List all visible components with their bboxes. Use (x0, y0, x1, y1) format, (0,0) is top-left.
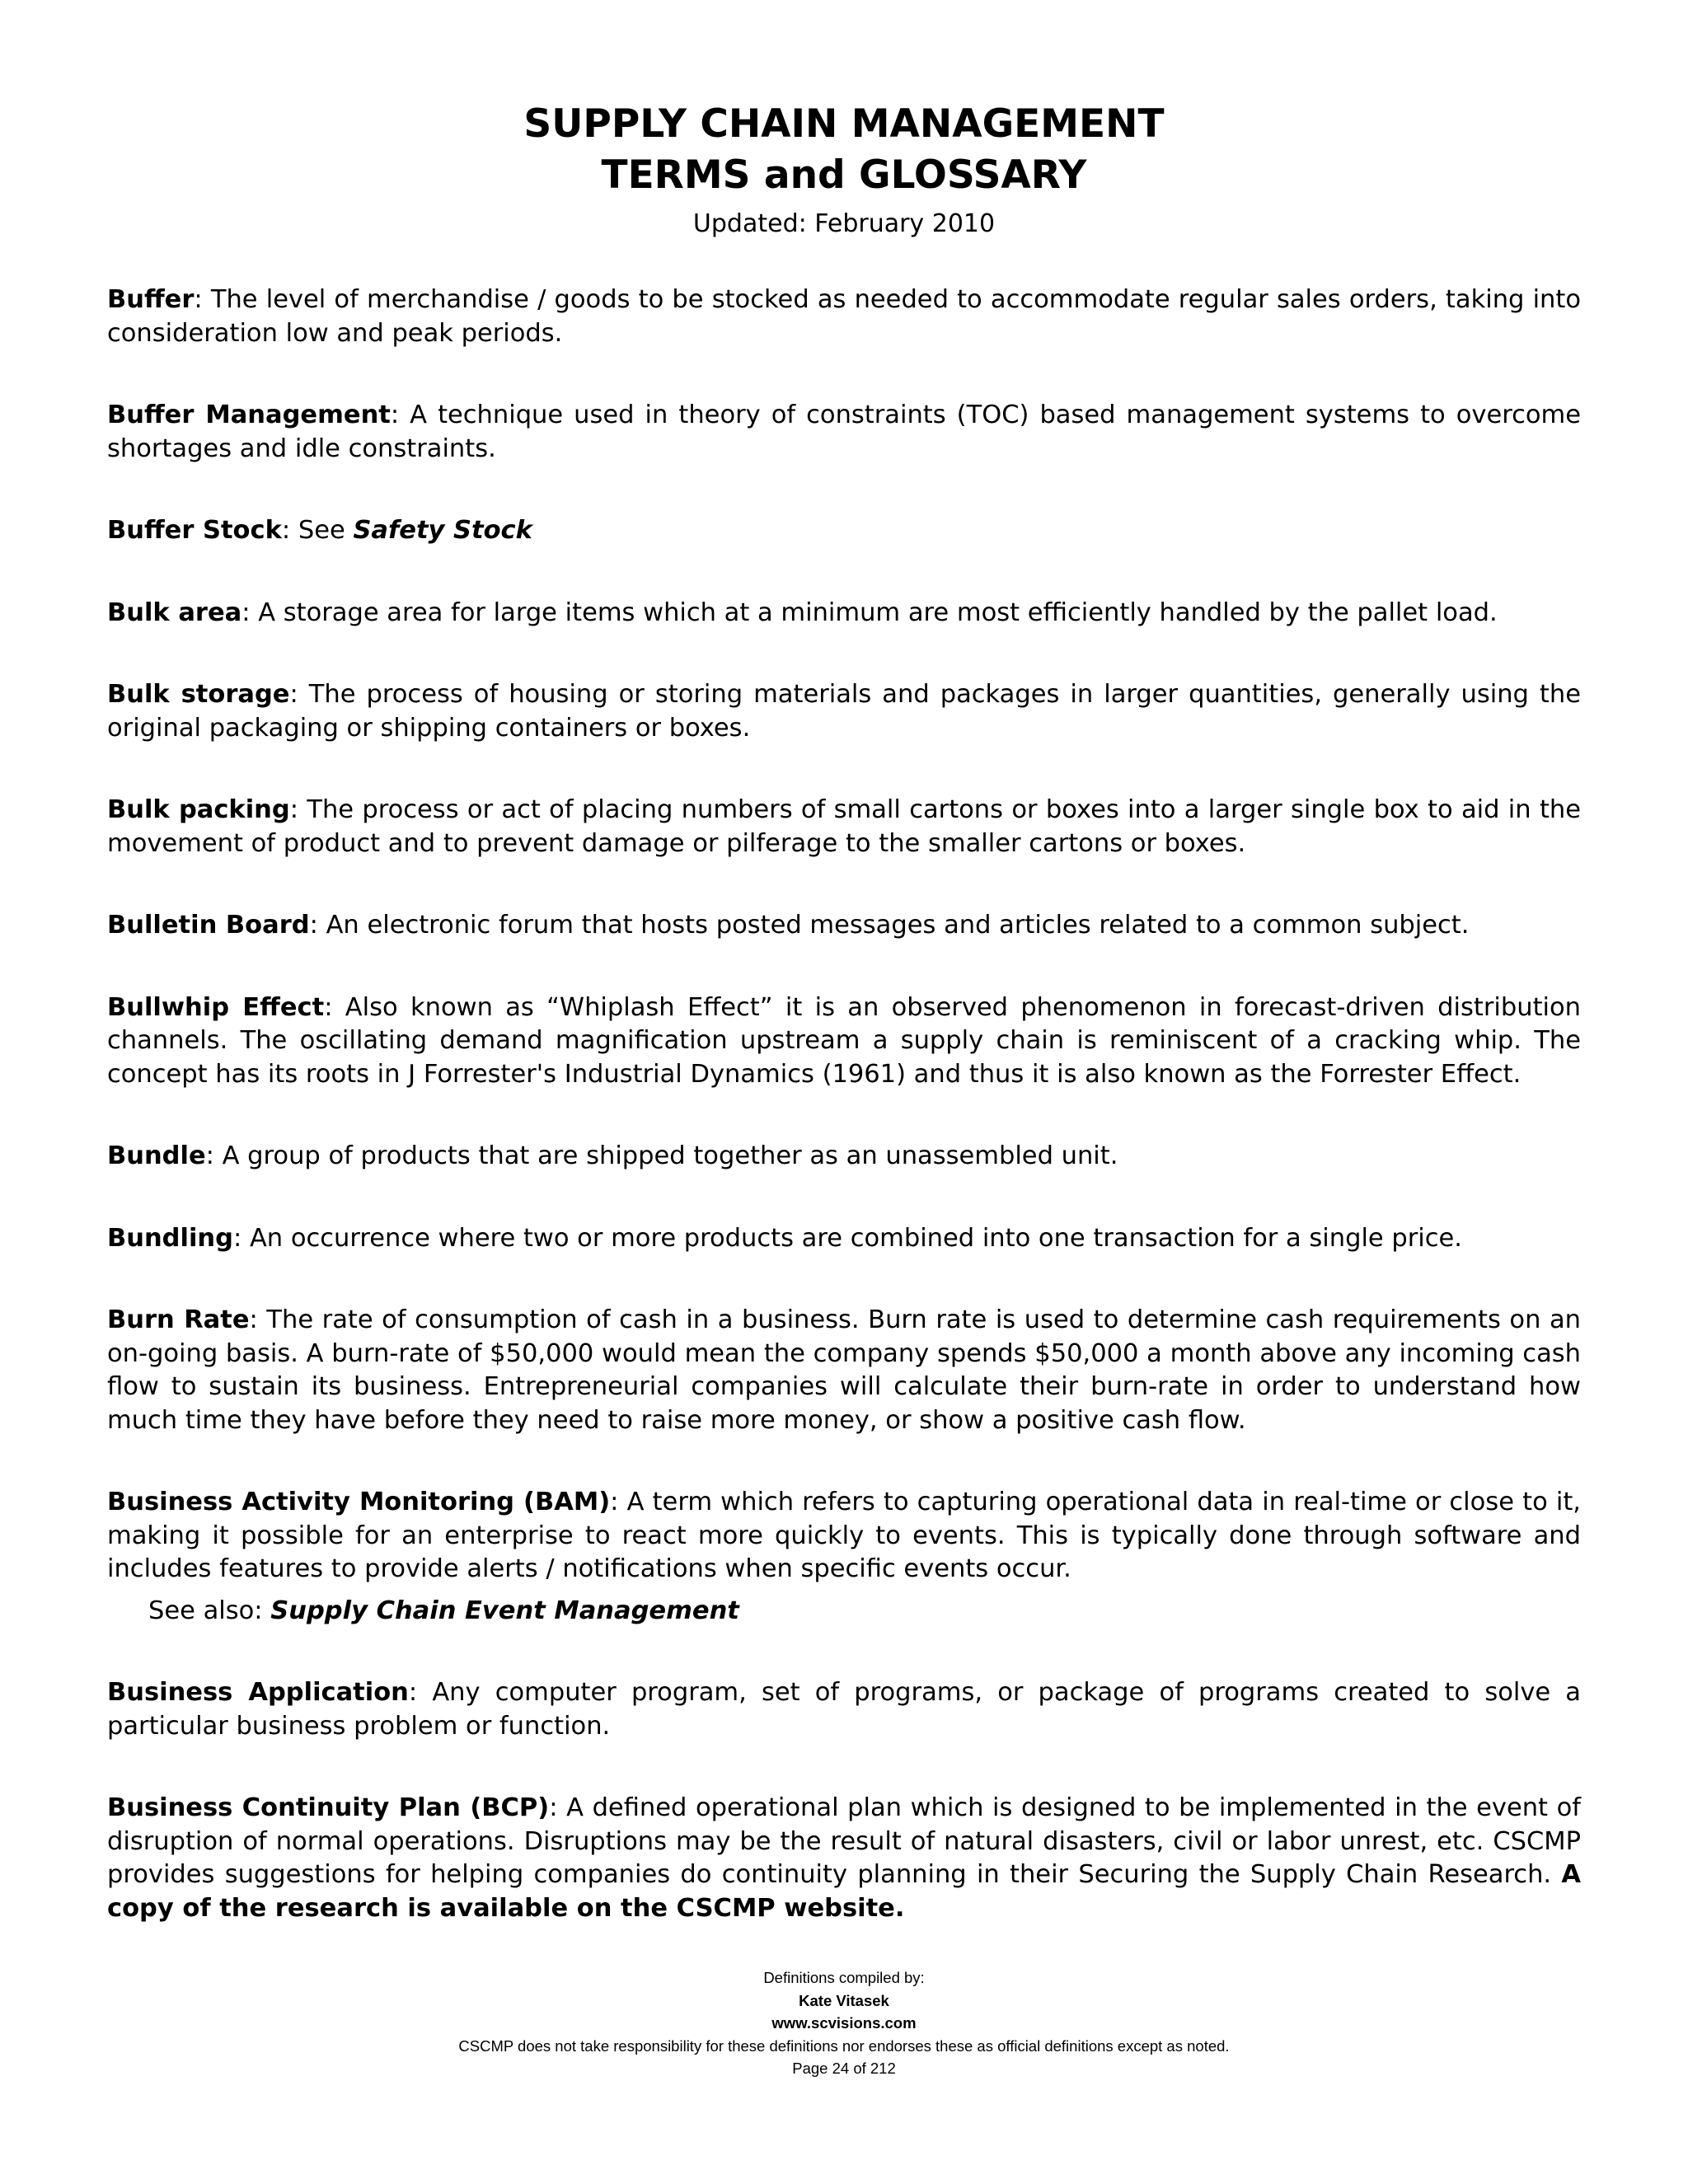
disclaimer: CSCMP does not take responsibility for these definitions nor endorses these as official definitions except as noted. (458, 2036, 1230, 2055)
term: Business Continuity Plan (BCP) (107, 1793, 550, 1822)
glossary-entry-burn-rate (107, 1304, 1581, 1437)
page-title-line-1: SUPPLY CHAIN MANAGEMENT (523, 101, 1165, 147)
see-also-label: See also: (148, 1596, 271, 1625)
glossary-entry-buffer-management (107, 399, 1581, 466)
definition: : A defined operational plan which is designed to be implemented in the event of disruption of normal operations. Disruptions may be the result of natural disasters, civil or labor unrest, etc. CSCMP provides suggestions for helping companies do continuity planning in their Securing the Supply Chain Research. (107, 1793, 1582, 1889)
emphasis-note: A copy of the research is available on the CSCMP website. (107, 1860, 1581, 1923)
cross-reference: Safety Stock (353, 516, 532, 545)
term: Buffer (107, 285, 195, 314)
page-title-line-2: TERMS and GLOSSARY (601, 152, 1087, 198)
glossary-entry-business-continuity-plan (107, 1792, 1581, 1925)
definition: : See (281, 516, 354, 545)
compiled-by: Definitions compiled by: (763, 1969, 925, 1986)
definition: : The level of merchandise / goods to be stocked as needed to accommodate regular sales orders, taking into consideration low and peak periods. (107, 285, 1581, 348)
glossary-list (107, 284, 1581, 1974)
definition: : A technique used in theory of constraints (TOC) based management systems to overcome shortages and idle constraints. (107, 401, 1581, 463)
author-name: Kate Vitasek (799, 1991, 889, 2009)
definition: : A term which refers to capturing operational data in real-time or close to it, making it possible for an enterprise to react more quickly to events. This is typically done through software and includes features to provide alerts / notifications when specific events occur. (107, 1488, 1582, 1583)
page-footer (0, 1966, 1688, 2080)
glossary-entry-bundle (107, 1140, 1581, 1174)
glossary-entry-buffer (107, 284, 1581, 350)
term: Bundling (107, 1223, 233, 1253)
definition: : Any computer program, set of programs, or package of programs created to solve a particular business problem or function. (107, 1678, 1581, 1741)
term: Bulletin Board (107, 911, 310, 940)
definition: : An occurrence where two or more products are combined into one transaction for a single price. (232, 1223, 1462, 1253)
glossary-entry-bulletin-board (107, 909, 1581, 943)
term: Bulk storage (107, 680, 290, 709)
glossary-entry-business-activity-monitoring (107, 1486, 1581, 1586)
glossary-entry-bullwhip-effect (107, 991, 1581, 1092)
term: Bundle (107, 1141, 206, 1170)
definition: : A storage area for large items which at a minimum are most efficiently handled by the pallet load. (241, 598, 1498, 627)
glossary-entry-business-application (107, 1676, 1581, 1743)
term: Buffer Stock (107, 516, 282, 545)
page-number: Page 24 of 212 (792, 2060, 896, 2077)
definition: : A group of products that are shipped together as an unassembled unit. (205, 1141, 1118, 1170)
glossary-entry-bundling (107, 1222, 1581, 1256)
glossary-entry-buffer-stock (107, 514, 1581, 548)
updated-date: Updated: February 2010 (692, 209, 996, 238)
definition: : An electronic forum that hosts posted messages and articles related to a common subject. (309, 911, 1470, 940)
glossary-entry-bulk-area (107, 597, 1581, 630)
term: Business Application (107, 1678, 409, 1707)
see-also-line (148, 1595, 1581, 1629)
glossary-entry-bulk-storage (107, 678, 1581, 745)
cross-reference: Supply Chain Event Management (270, 1596, 739, 1625)
glossary-entry-bulk-packing (107, 794, 1581, 860)
term: Bulk packing (107, 795, 290, 824)
definition: : The process of housing or storing materials and packages in larger quantities, generally using the original packaging or shipping containers or boxes. (107, 680, 1581, 743)
term: Buffer Management (107, 401, 391, 429)
term: Bullwhip Effect (107, 992, 325, 1022)
definition: : Also known as “Whiplash Effect” it is an observed phenomenon in forecast-driven distribution channels. The oscillating demand magnification upstream a supply chain is reminiscent of a cracking whip. The concept has its roots in J Forrester's Industrial Dynamics (1961) and thus it is also known as the Forrester Effect. (107, 992, 1581, 1089)
document-header (0, 99, 1688, 242)
term: Burn Rate (107, 1305, 250, 1334)
definition: : The process or act of placing numbers of small cartons or boxes into a larger single box to aid in the movement of product and to prevent damage or pilferage to the smaller cartons or boxes. (107, 795, 1581, 858)
term: Bulk area (107, 598, 242, 627)
website-text: www.scvisions.com (771, 2014, 917, 2032)
definition: : The rate of consumption of cash in a business. Burn rate is used to determine cash requirements on an on-going basis. A burn-rate of $50,000 would mean the company spends $50,000 a month above any incoming cash flow to sustain its business. Entrepreneurial companies will calculate their burn-rate in order to understand how much time they have before they need to raise more money, or show a positive cash flow. (107, 1305, 1581, 1435)
term: Business Activity Monitoring (BAM) (107, 1488, 611, 1516)
